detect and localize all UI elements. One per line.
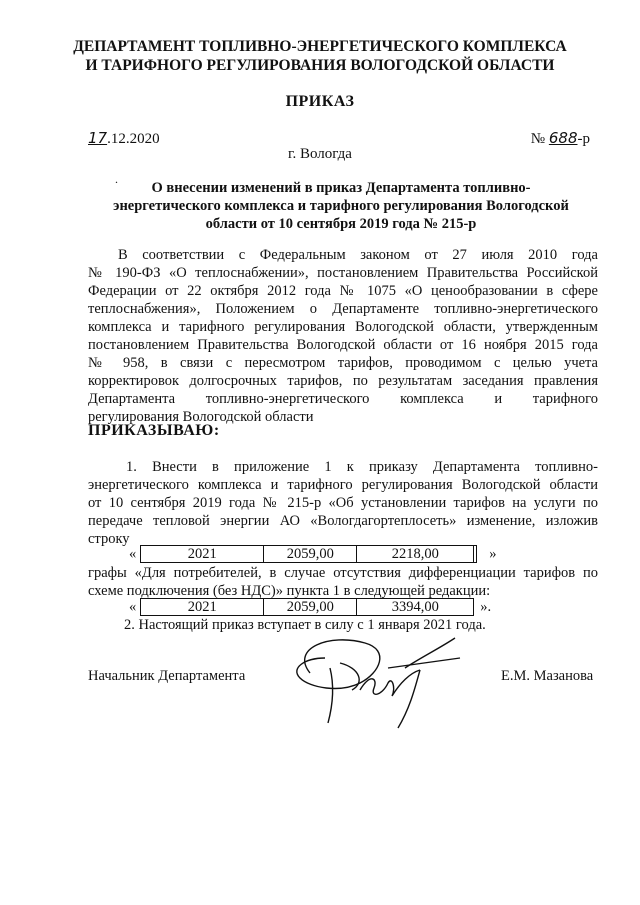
- open-quote: «: [129, 599, 137, 615]
- preamble-line: В соответствии с Федеральным законом от 27 июля 2010 года: [118, 247, 598, 263]
- tariff-table-new: [140, 598, 474, 616]
- tariff-row-new: [129, 598, 491, 616]
- item-1-paragraph: [88, 458, 598, 548]
- document-title: ПРИКАЗ: [285, 93, 355, 110]
- preamble-line: Федерации от 22 октября 2012 года № 1075 «О ценообразовании в сфере: [88, 283, 598, 299]
- close-quote: »: [489, 546, 497, 562]
- item-2: 2. Настоящий приказ вступает в силу с 1 января 2021 года.: [124, 617, 486, 633]
- stray-dot: .: [115, 172, 118, 186]
- item-1-line: 1. Внести в приложение 1 к приказу Департамента топливно-: [126, 459, 598, 475]
- handwritten-day: 17: [88, 129, 108, 147]
- item-1-continuation: [88, 564, 598, 600]
- tariff-table-old: [140, 545, 477, 563]
- subject-line: О внесении изменений в приказ Департамента топливно-: [151, 180, 531, 196]
- signature-drawing: [270, 628, 470, 748]
- preamble-line: комплекса и тарифного регулирования Вологодской области, утвержденным: [88, 319, 598, 335]
- item-1-line: схеме подключения (без НДС)» пункта 1 в следующей редакции:: [88, 583, 491, 599]
- preamble-line: Департамента топливно-энергетического комплекса и тарифного: [88, 391, 598, 407]
- signatory-name: Е.М. Мазанова: [501, 668, 594, 684]
- item-1-line: графы «Для потребителей, в случае отсутствия дифференциации тарифов по: [88, 565, 598, 581]
- tariff-cell-value: 2059,00: [264, 599, 357, 616]
- signatory-position: Начальник Департамента: [88, 668, 246, 684]
- preamble-line: теплоснабжения», Положением о Департаменте топливно-энергетического: [88, 301, 598, 317]
- order-subject: [96, 179, 586, 233]
- item-1-line: строку: [88, 531, 130, 547]
- order-directive-word: ПРИКАЗЫВАЮ:: [88, 422, 220, 439]
- preamble-line: постановлением Правительства Вологодской области от 16 ноября 2015 года: [88, 337, 598, 353]
- subject-line: области от 10 сентября 2019 года № 215-р: [205, 216, 477, 232]
- city: г. Вологда: [288, 146, 352, 162]
- open-quote: «: [129, 546, 137, 562]
- preamble-line: корректировок долгосрочных тарифов, по результатам заседания правления: [88, 373, 598, 389]
- department-name-line2: И ТАРИФНОГО РЕГУЛИРОВАНИЯ ВОЛОГОДСКОЙ ОБЛАСТИ: [85, 57, 555, 74]
- number-suffix: -р: [577, 131, 590, 147]
- department-name-line1: ДЕПАРТАМЕНТ ТОПЛИВНО-ЭНЕРГЕТИЧЕСКОГО КОМПЛЕКСА: [73, 38, 567, 55]
- handwritten-signature: [270, 628, 470, 753]
- item-1-line: от 10 сентября 2019 года № 215-р «Об установлении тарифов на услуги по: [88, 495, 598, 511]
- preamble-line: № 958, в связи с пересмотром тарифов, проводимом с целью учета: [88, 355, 598, 371]
- tariff-cell-value: 2218,00: [357, 546, 474, 563]
- preamble-line: № 190-ФЗ «О теплоснабжении», постановлением Правительства Российской: [88, 265, 598, 281]
- handwritten-number: 688: [548, 129, 578, 147]
- tariff-cell-value: 2059,00: [264, 546, 357, 563]
- subject-line: энергетического комплекса и тарифного регулирования Вологодской: [113, 198, 569, 214]
- date-rest: .12.2020: [107, 131, 160, 147]
- tariff-cell-value: 3394,00: [357, 599, 474, 616]
- preamble-paragraph: [88, 246, 598, 426]
- tariff-row-old: [129, 545, 497, 563]
- tariff-cell-year: 2021: [141, 546, 264, 563]
- item-1-line: передаче тепловой энергии АО «Вологдагортеплосеть» изменение, изложив: [88, 513, 598, 529]
- close-quote: ».: [480, 599, 492, 615]
- item-1-line: энергетического комплекса и тарифного регулирования Вологодской области: [88, 477, 598, 493]
- tariff-cell-empty: [474, 546, 477, 563]
- number-prefix: №: [530, 131, 546, 147]
- preamble-line: регулирования Вологодской области: [88, 409, 314, 425]
- tariff-cell-year: 2021: [141, 599, 264, 616]
